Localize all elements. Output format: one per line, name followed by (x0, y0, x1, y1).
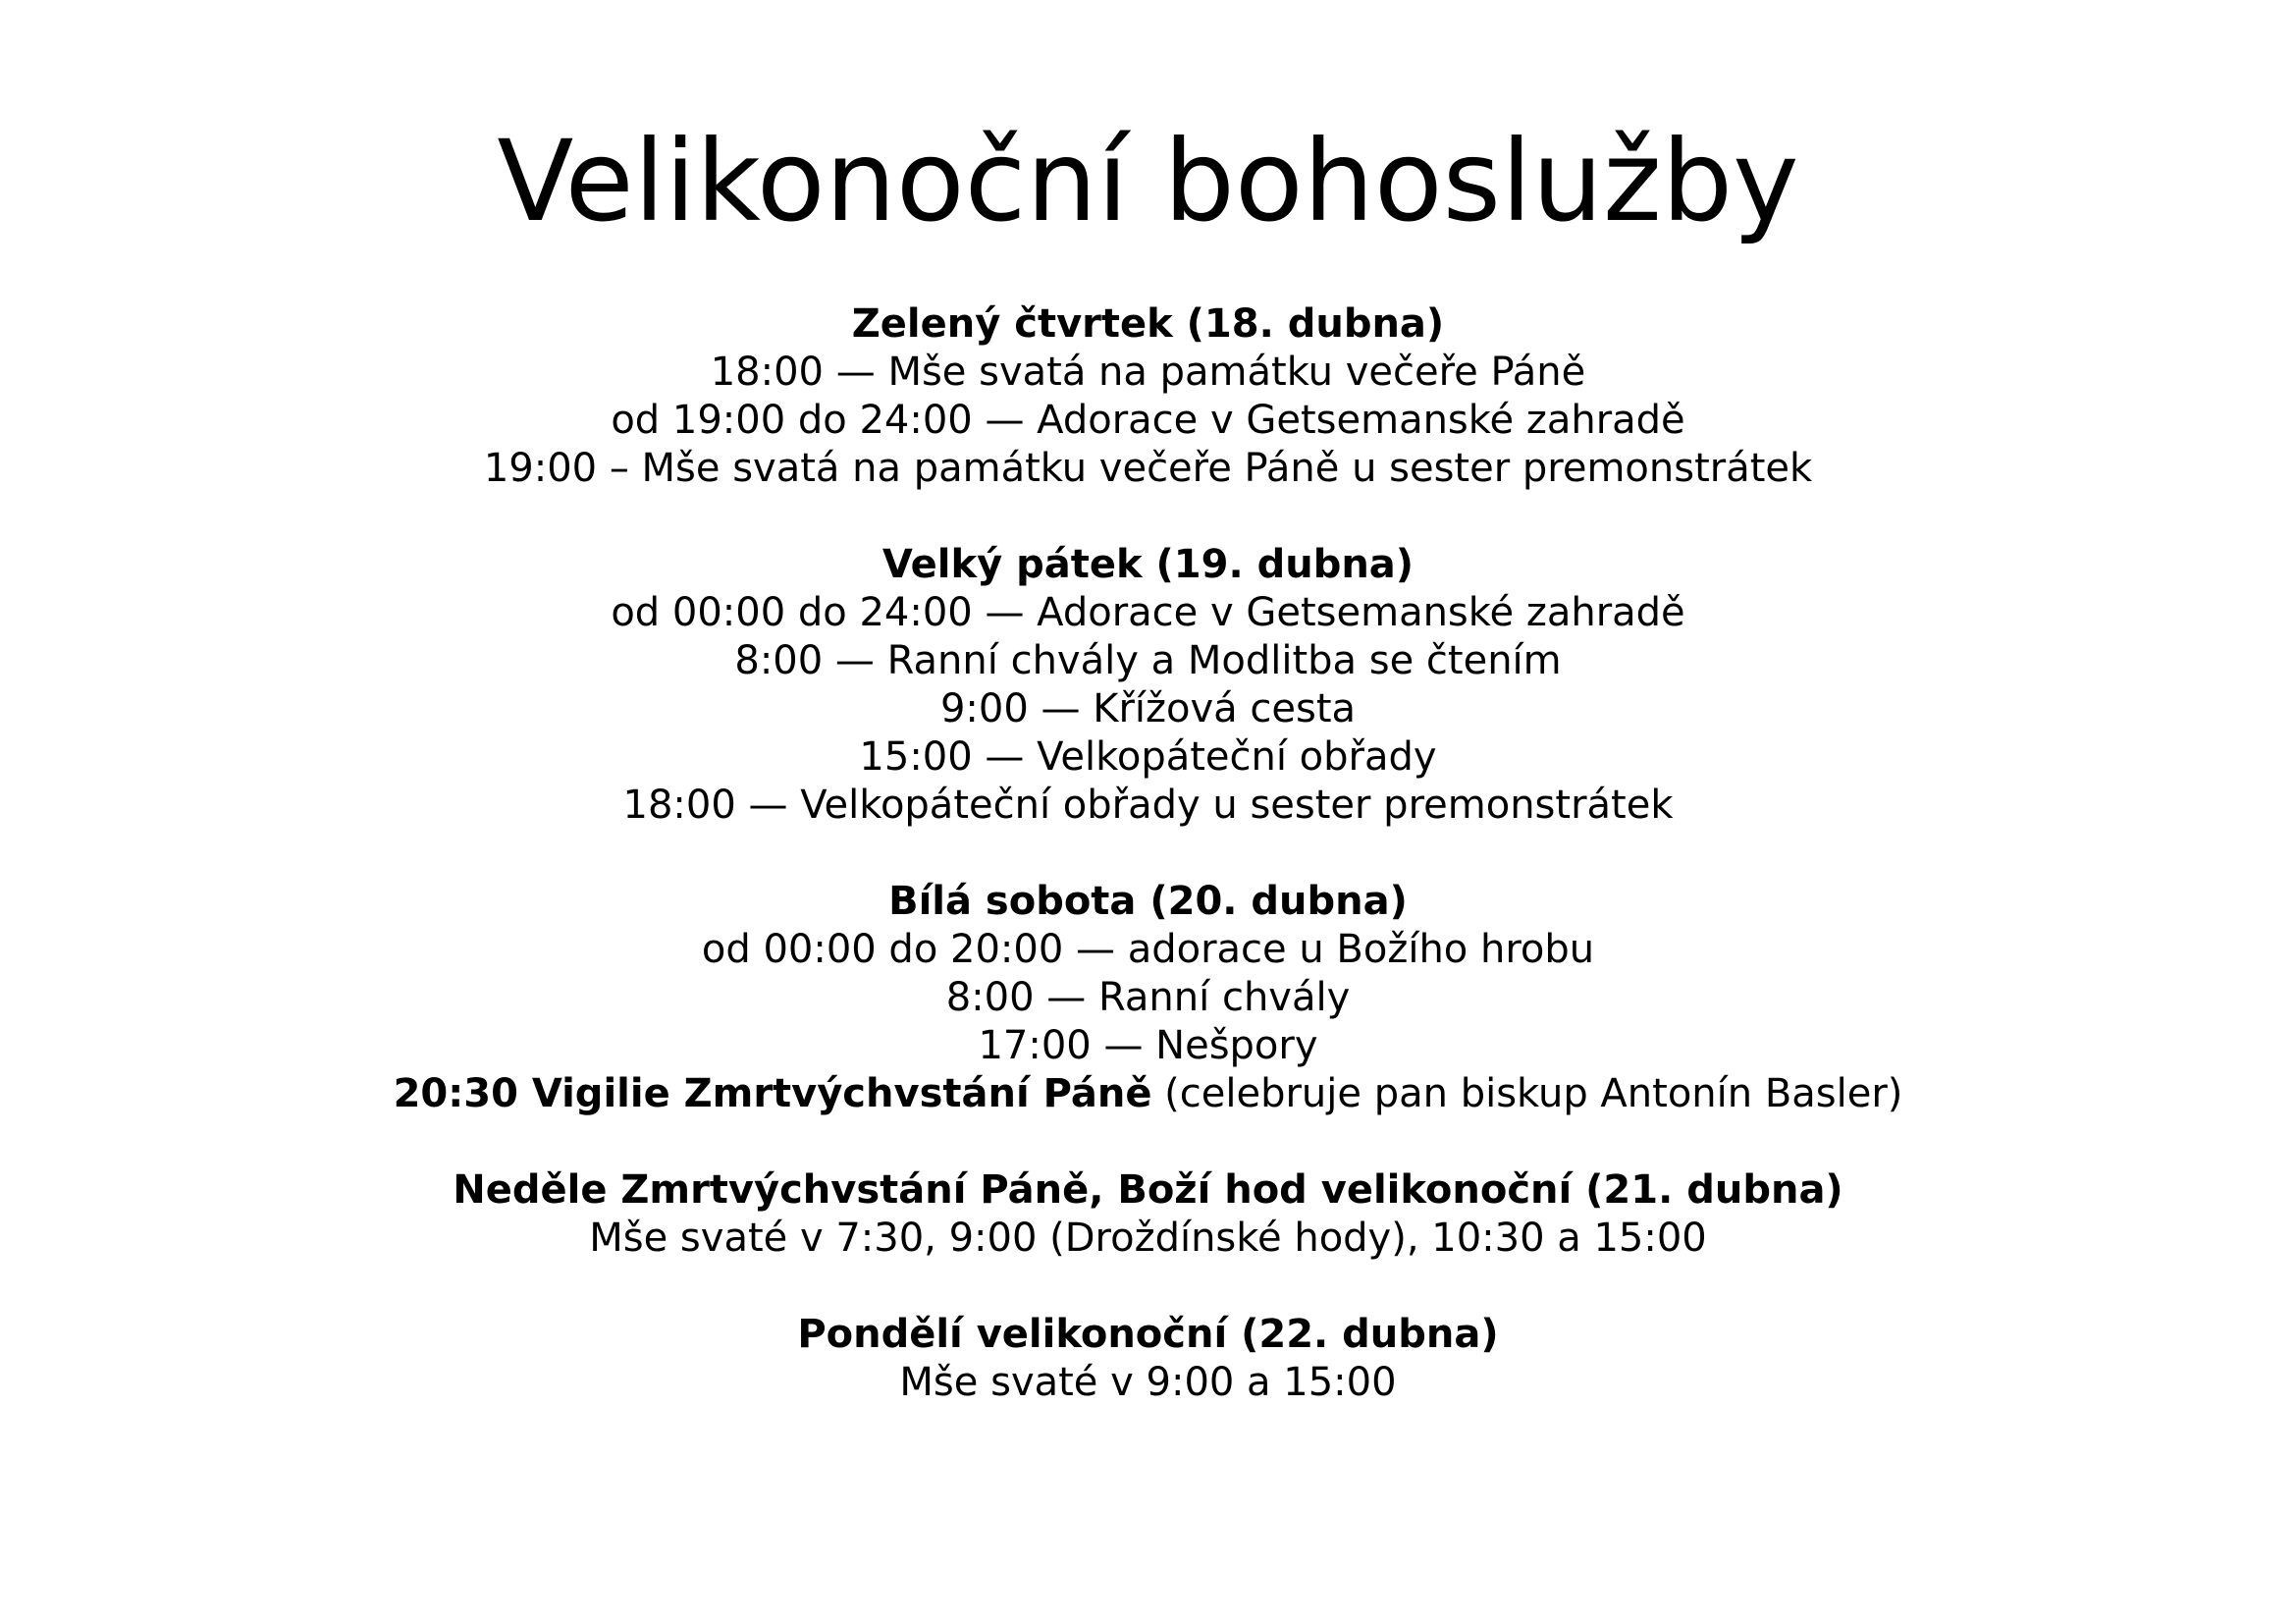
day-heading: Zelený čtvrtek (18. dubna) (851, 301, 1445, 347)
service-line: 8:00 — Ranní chvály (945, 975, 1351, 1020)
day-heading: Neděle Zmrtvýchvstání Páně, Boží hod velikonoční (21. dubna) (453, 1167, 1843, 1213)
service-line: Mše svaté v 9:00 a 15:00 (899, 1360, 1397, 1405)
day-section-easter-sunday (0, 1166, 2296, 1263)
service-line: 9:00 — Křížová cesta (939, 686, 1357, 731)
vigil-title: 20:30 Vigilie Zmrtvýchvstání Páně (393, 1071, 1152, 1116)
vigil-line (0, 1070, 2296, 1118)
day-heading: Bílá sobota (20. dubna) (888, 879, 1408, 924)
day-heading: Velký pátek (19. dubna) (881, 542, 1415, 587)
day-section-maundy-thursday (0, 300, 2296, 493)
service-line: Mše svaté v 7:30, 9:00 (Droždínské hody), 10:30 a 15:00 (589, 1216, 1707, 1261)
day-section-holy-saturday (0, 878, 2296, 1118)
day-section-good-friday (0, 541, 2296, 830)
service-line: 17:00 — Nešpory (978, 1023, 1318, 1068)
day-section-easter-monday (0, 1311, 2296, 1407)
service-line: 18:00 — Velkopáteční obřady u sester premonstrátek (622, 783, 1674, 828)
vigil-note: (celebruje pan biskup Antonín Basler) (1151, 1071, 1903, 1116)
service-line: 15:00 — Velkopáteční obřady (859, 734, 1437, 780)
service-schedule (0, 300, 2296, 1455)
page-title: Velikonoční bohoslužby (497, 116, 1799, 246)
service-line: od 19:00 do 24:00 — Adorace v Getsemanské zahradě (611, 398, 1685, 443)
service-line: 19:00 – Mše svatá na památku večeře Páně u sester premonstrátek (483, 446, 1813, 491)
day-heading: Pondělí velikonoční (22. dubna) (797, 1312, 1499, 1357)
service-line: 18:00 — Mše svatá na památku večeře Páně (710, 350, 1586, 395)
service-line: od 00:00 do 20:00 — adorace u Božího hrobu (701, 927, 1595, 972)
service-line: 8:00 — Ranní chvály a Modlitba se čtením (734, 638, 1562, 683)
service-line: od 00:00 do 24:00 — Adorace v Getsemanské zahradě (611, 590, 1685, 635)
